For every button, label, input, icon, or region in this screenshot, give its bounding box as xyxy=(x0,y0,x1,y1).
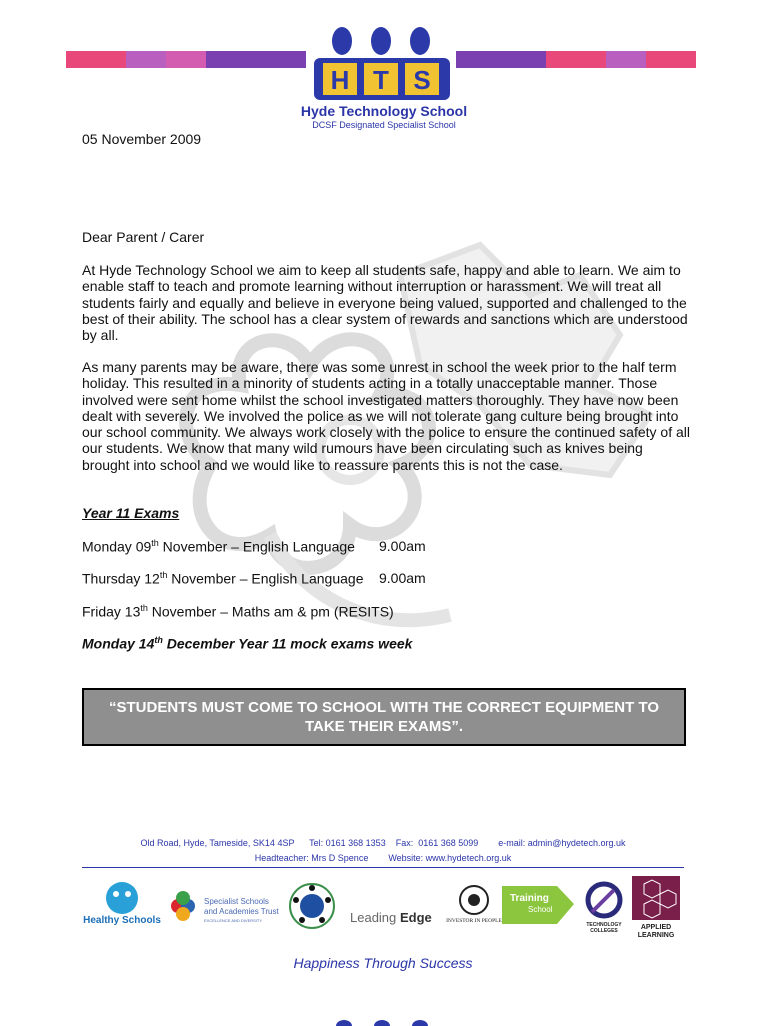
exam-time: 9.00am xyxy=(379,538,426,554)
school-designation: DCSF Designated Specialist School xyxy=(312,120,456,130)
logo-heads-partial xyxy=(330,1016,440,1026)
logo-letter-h: H xyxy=(330,65,350,95)
school-logo xyxy=(312,24,452,104)
salutation: Dear Parent / Carer xyxy=(82,229,205,245)
exam-heading: Year 11 Exams xyxy=(82,505,180,521)
svg-text:TECHNOLOGY: TECHNOLOGY xyxy=(586,922,622,928)
exam-time: 9.00am xyxy=(379,570,426,586)
training-school-logo xyxy=(502,886,574,924)
svg-text:School: School xyxy=(528,905,553,914)
applied-learning-logo xyxy=(632,876,680,939)
school-motto: Happiness Through Success xyxy=(293,955,473,971)
school-name: Hyde Technology School xyxy=(300,103,468,119)
paragraph-safety: At Hyde Technology School we aim to keep all students safe, happy and able to learn. We aim to enable staff to teach and promote learning without interruption or harassment. We will treat all students fairly and equally and believe in everyone being valued, supported and challenged to the best of their ability. The school has a clear system of rewards and sanctions which are understood by all. xyxy=(82,262,688,344)
healthy-schools-logo xyxy=(83,882,161,926)
exam-line: Friday 13th November – Maths am & pm (RESITS) xyxy=(82,603,394,620)
partner-logos xyxy=(82,876,686,940)
svg-text:EXCELLENCE AND DIVERSITY: EXCELLENCE AND DIVERSITY xyxy=(204,918,263,923)
ssat-logo xyxy=(171,891,279,923)
footer-headteacher: Headteacher: Mrs D Spence Website: www.hydetech.org.uk xyxy=(254,853,512,863)
equipment-notice-box xyxy=(82,688,686,746)
inclusion-logo xyxy=(290,884,334,928)
header-color-band-left xyxy=(66,51,306,68)
technology-colleges-logo xyxy=(586,884,622,934)
logo-letter-s: S xyxy=(413,65,431,95)
svg-text:APPLIED: APPLIED xyxy=(640,924,672,931)
svg-text:Edge: Edge xyxy=(400,910,432,925)
footer-contact: Old Road, Hyde, Tameside, SK14 4SP Tel: 0161 368 1353 Fax: 0161 368 5099 e-mail: admin@hydetech.org.uk xyxy=(140,838,626,848)
header-color-band-right xyxy=(456,51,696,68)
mock-exams-line: Monday 14th December Year 11 mock exams week xyxy=(82,635,413,652)
letter-date: 05 November 2009 xyxy=(82,131,202,147)
svg-text:and Academies Trust: and Academies Trust xyxy=(204,907,279,916)
exam-line: Thursday 12th November – English Language 9.00am xyxy=(82,570,426,587)
svg-text:INVESTOR IN PEOPLE: INVESTOR IN PEOPLE xyxy=(446,918,502,924)
equipment-notice-text: “STUDENTS MUST COME TO SCHOOL WITH THE CORRECT EQUIPMENT TO TAKE THEIR EXAMS”. xyxy=(108,699,659,735)
svg-text:COLLEGES: COLLEGES xyxy=(590,928,618,934)
svg-text:LEARNING: LEARNING xyxy=(637,932,675,939)
svg-text:Healthy Schools: Healthy Schools xyxy=(83,915,161,926)
footer-divider xyxy=(82,867,684,868)
leading-edge-logo xyxy=(350,910,432,925)
svg-text:Leading: Leading xyxy=(350,910,397,925)
svg-text:Training: Training xyxy=(510,893,549,904)
svg-text:Specialist Schools: Specialist Schools xyxy=(204,897,269,906)
logo-letter-t: T xyxy=(373,65,389,95)
exam-line: Monday 09th November – English Language 9.00am xyxy=(82,538,426,555)
investor-in-people-logo xyxy=(446,886,502,924)
paragraph-unrest: As many parents may be aware, there was some unrest in school the week prior to the half term holiday. This resulted in a minority of students acting in a totally unacceptable manner. Those involved were sent home whilst the school investigated matters thoroughly. They have now been dealt with severely. We involved the police as we will not tolerate gang culture being brought into our school community. We always work closely with the police to ensure the continued safety of all our students. We know that many wild rumours have been circulating such as knives being brought into school and we would like to reassure parents this is not the case. xyxy=(82,359,690,473)
